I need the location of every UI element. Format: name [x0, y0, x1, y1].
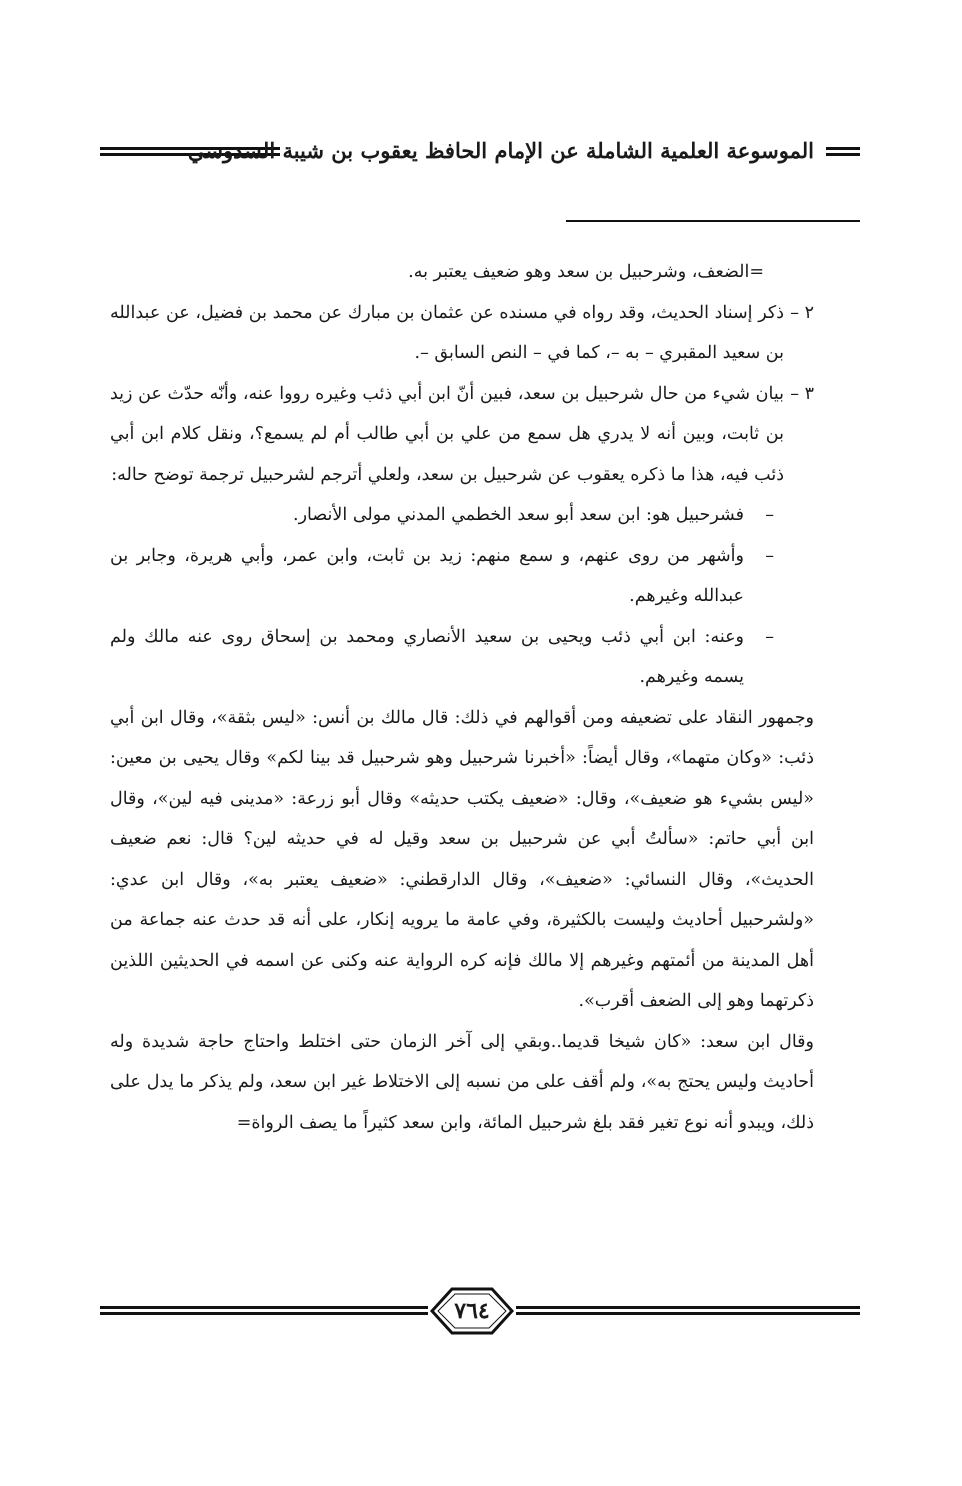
- sub-item-teachers: [110, 536, 814, 617]
- header-rule-right-bottom: [826, 153, 860, 156]
- continued-line: =الضعف، وشرحبيل بن سعد وهو ضعيف يعتبر به.: [408, 262, 764, 282]
- sub-item-name: [110, 495, 814, 536]
- page-number-badge: [428, 1286, 516, 1336]
- sub-dash: –: [765, 545, 774, 566]
- page-number: ٧٦٤: [454, 1298, 490, 1324]
- paragraph-ibn-saad: وقال ابن سعد: «كان شيخا قديما..وبقي إلى آخر الزمان حتى اختلط واحتاج حاجة شديدة وله أحاديث وليس يحتج به»، ولم أقف على من نسبه إلى الاختلاط غير ابن سعد، ولم يذكر ما يدل على ذلك، ويبدو أنه نوع تغير فقد بلغ شرحبيل المائة، وابن سعد كثيراً ما يصف الرواة=: [110, 1031, 814, 1133]
- sub-text: وعنه: ابن أبي ذئب ويحيى بن سعيد الأنصاري ومحمد بن إسحاق روى عنه مالك ولم يسمه وغيرهم.: [110, 626, 744, 687]
- footer-rule-right-bottom: [516, 1312, 860, 1315]
- footer-rule-left-top: [100, 1306, 428, 1309]
- item-number: ٣ –: [790, 383, 814, 404]
- sub-text: فشرحبيل هو: ابن سعد أبو سعد الخطمي المدني مولى الأنصار.: [293, 505, 744, 525]
- sub-text: وأشهر من روى عنهم، و سمع منهم: زيد بن ثابت، وابن عمر، وأبي هريرة، وجابر بن عبدالله وغيرهم.: [110, 545, 744, 606]
- list-item-3: [110, 374, 814, 496]
- footnote-separator: [566, 220, 860, 222]
- running-header: [100, 132, 860, 172]
- item-text: بيان شيء من حال شرحبيل بن سعد، فبين أنّ ابن أبي ذئب وغيره رووا عنه، وأنّه حدّث عن زيد بن ثابت، وبين أنه لا يدري هل سمع من علي بن أبي طالب أم لم يسمع؟، ونقل كلام ابن أبي ذئب فيه، هذا ما ذكره يعقوب عن شرحبيل بن سعد، ولعلي أترجم لشرحبيل ترجمة توضح حاله:: [110, 383, 784, 485]
- item-text: ذكر إسناد الحديث، وقد رواه في مسنده عن عثمان بن مبارك عن محمد بن فضيل، عن عبدالله بن سعيد المقبري – به –، كما في – النص السابق –.: [110, 302, 784, 363]
- paragraph-critics: وجمهور النقاد على تضعيفه ومن أقوالهم في ذلك: قال مالك بن أنس: «ليس بثقة»، وقال ابن أبي ذئب: «وكان متهما»، وقال أيضاً: «أخبرنا شرحبيل وهو شرحبيل قد بينا لكم» وقال يحيى بن معين: «ليس بشيء هو ضعيف»، وقال: «ضعيف يكتب حديثه» وقال أبو زرعة: «مدينى فيه لين»، وقال ابن أبي حاتم: «سألتُ أبي عن شرحبيل بن سعد وقيل له في حديثه لين؟ قال: نعم ضعيف الحديث»، وقال النسائي: «ضعيف»، وقال الدارقطني: «ضعيف يعتبر به»، وقال ابن عدي: «ولشرحبيل أحاديث وليست بالكثيرة، وفي عامة ما يرويه إنكار، على أنه قد حدث عنه جماعة من أهل المدينة من أئمتهم وغيرهم إلا مالك فإنه كره الرواية عنه وكنى عن اسمه في الحديثين اللذين ذكرتهما وهو إلى الضعف أقرب».: [110, 707, 814, 1011]
- header-title: الموسوعة العلمية الشاملة عن الإمام الحافظ يعقوب بن شيبة السدوسي: [187, 138, 814, 163]
- footnote-body: [110, 252, 814, 1143]
- sub-dash: –: [765, 626, 774, 647]
- sub-item-students: [110, 617, 814, 698]
- footer-rule-right-top: [516, 1306, 860, 1309]
- sub-dash: –: [765, 505, 774, 525]
- item-number: ٢ –: [790, 302, 814, 323]
- list-item-2: [110, 293, 814, 374]
- page-footer: [100, 1284, 860, 1340]
- header-rule-right-top: [826, 147, 860, 150]
- footer-rule-left-bottom: [100, 1312, 428, 1315]
